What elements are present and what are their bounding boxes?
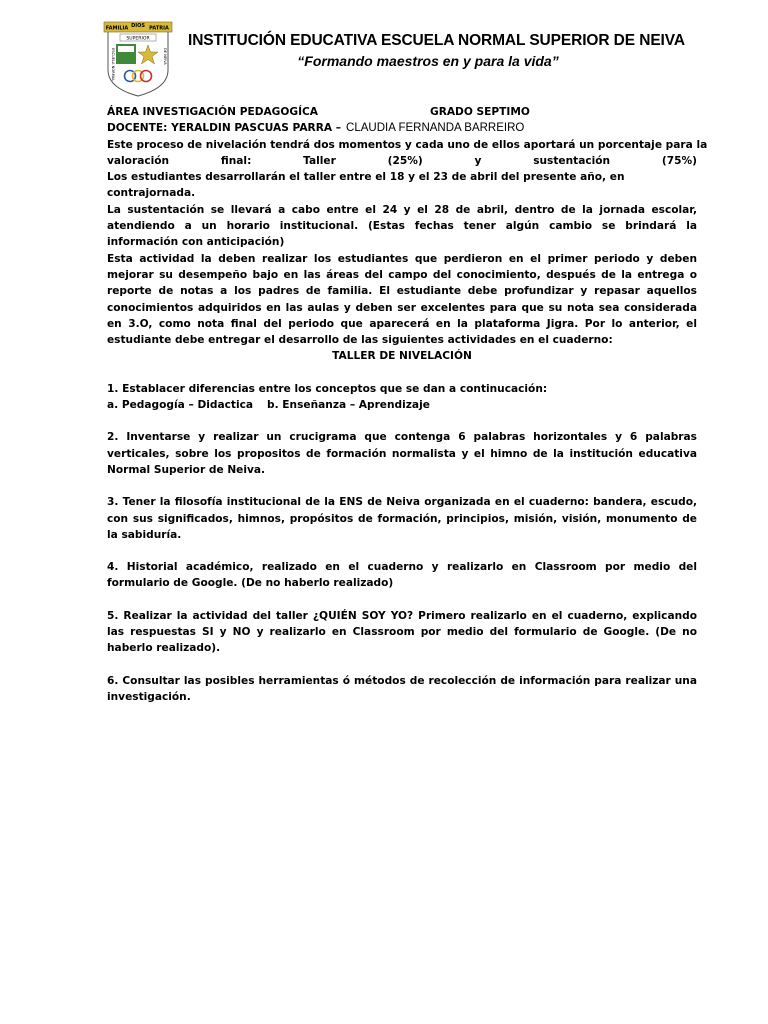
workshop-item-4: 4. Historial académico, realizado en el cuaderno y realizarlo en Classroom por medio del formulario de Google. (De no haberlo realizado) [107,561,697,590]
intro-line-1: Este proceso de nivelación tendrá dos momentos y cada uno de ellos aportará un porcentaje para la [107,138,708,151]
school-crest-logo [100,18,176,98]
institution-motto: “Formando maestros en y para la vida” [297,53,559,69]
intro-word: (75%) [661,154,697,167]
workshop-item-5: 5. Realizar la actividad del taller ¿QUIÉN SOY YO? Primero realizarlo en el cuaderno, explicando las respuestas SI y NO y realizarlo en Classroom por medio del formulario de Google. (De no haberlo realizado). [107,609,697,655]
workshop-item-3: 3. Tener la filosofía institucional de la ENS de Neiva organizada en el cuaderno: bandera, escudo, con sus significados, himnos, propósitos de formación, principios, misión, visión, monumento de la sabiduría. [107,496,697,541]
crest-side-left: ESCUELA NORMAL [111,48,115,82]
crest-ribbon-center: DIOS [131,23,145,29]
intro-word: (25%) [387,154,423,167]
workshop-item-6: 6. Consultar las posibles herramientas ó métodos de recolección de información para realizar una investigación. [107,674,697,703]
crest-ribbon-left: FAMILIA [105,25,129,32]
crest-side-right: DE NEIVA [163,48,167,65]
crest-banner: SUPERIOR [126,36,150,42]
docente-extra: CLAUDIA FERNANDA BARREIRO [346,122,525,135]
workshop-item-2: 2. Inventarse y realizar un crucigrama que contenga 6 palabras horizontales y 6 palabras verticales, sobre los propositos de formación normalista y el himno de la institución educativa Normal Superior de Neiva. [107,431,697,476]
workshop-item-1: 1. Establacer diferencias entre los conceptos que se dan a continucación: [107,382,548,395]
grade-label: GRADO SEPTIMO [430,106,530,118]
crest-ribbon-right: PATRIA [149,25,169,32]
intro-word: final: [220,154,252,167]
workshop-title: TALLER DE NIVELACIÓN [332,350,472,363]
intro-word: Taller [303,154,336,167]
intro-word: valoración [107,154,170,167]
intro-line-2 [107,153,697,169]
intro-word: y [474,154,482,167]
intro-instructions: Esta actividad la deben realizar los estudiantes que perdieron en el primer periodo y deben mejorar su desempeño bajo en las áreas del campo del conocimiento, después de la entrega o reporte de notas a los padres de familia. El estudiante debe profundizar y repasar aquellos conocimientos adquiridos en las aulas y deben ser excelentes para que su nota sea considerada en 3.O, como nota final del periodo que aparecerá en la plataforma Jigra. Por lo anterior, el estudiante debe entregar el desarrollo de las siguientes actividades en el cuaderno: [107,252,697,347]
area-line [107,104,697,120]
workshop-item-1-b: b. Enseñanza – Aprendizaje [267,399,430,412]
document-body [107,104,708,705]
workshop-item-1-options [107,397,697,413]
docente-label: DOCENTE: YERALDIN PASCUAS PARRA – [107,122,342,135]
workshop-item-1-a: a. Pedagogía – Didactica [107,399,254,412]
docente-line [107,120,697,136]
institution-name: INSTITUCIÓN EDUCATIVA ESCUELA NORMAL SUPERIOR DE NEIVA [188,32,685,49]
intro-dates-sustentacion: La sustentación se llevará a cabo entre el 24 y el 28 de abril, dentro de la jornada escolar, atendiendo a un horario institucional. (Estas fechas tener algún cambio se brindará la información con anticipación) [107,203,697,249]
intro-word: sustentación [533,154,611,167]
intro-dates-taller: Los estudiantes desarrollarán el taller entre el 18 y el 23 de abril del presente año, en contrajornada. [107,171,625,200]
area-label: ÁREA INVESTIGACIÓN PEDAGOGÍCA [107,106,318,118]
